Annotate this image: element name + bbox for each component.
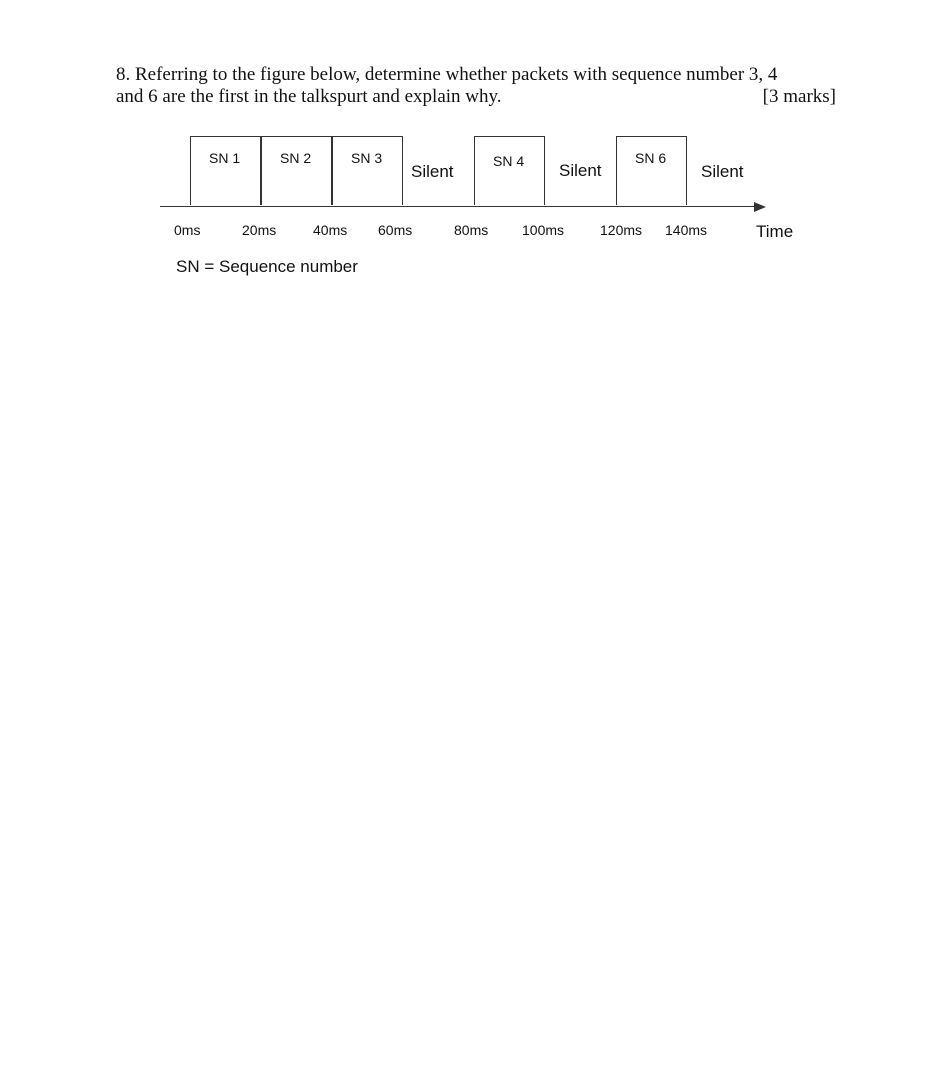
packet-label-sn1: SN 1 bbox=[209, 150, 241, 166]
packet-label-sn4: SN 4 bbox=[493, 153, 525, 169]
time-axis-line bbox=[160, 206, 756, 207]
packet-label-sn2: SN 2 bbox=[280, 150, 312, 166]
packet-box-sn6 bbox=[616, 136, 687, 205]
silent-label-2: Silent bbox=[559, 161, 602, 180]
packet-box-sn4 bbox=[474, 136, 545, 205]
silent-label-1: Silent bbox=[411, 162, 454, 181]
question-marks: [3 marks] bbox=[762, 86, 836, 107]
tick-label-0ms: 0ms bbox=[174, 222, 201, 238]
tick-label-140ms: 140ms bbox=[665, 222, 708, 238]
time-axis-arrow-icon bbox=[754, 202, 766, 212]
packet-label-sn3: SN 3 bbox=[351, 150, 383, 166]
packet-box-sn1 bbox=[190, 136, 261, 205]
packet-box-sn3 bbox=[332, 136, 403, 205]
tick-label-20ms: 20ms bbox=[242, 222, 277, 238]
silent-label-3: Silent bbox=[701, 162, 744, 181]
tick-label-120ms: 120ms bbox=[600, 222, 643, 238]
packet-box-sn2 bbox=[261, 136, 332, 205]
tick-label-100ms: 100ms bbox=[522, 222, 565, 238]
talkspurt-timeline-figure bbox=[0, 0, 951, 300]
axis-label-time: Time bbox=[756, 222, 794, 241]
legend-sn-definition: SN = Sequence number bbox=[176, 257, 358, 276]
tick-label-60ms: 60ms bbox=[378, 222, 413, 238]
packet-label-sn6: SN 6 bbox=[635, 150, 667, 166]
question-line-1: 8. Referring to the figure below, determine whether packets with sequence number 3, 4 bbox=[116, 64, 778, 85]
tick-label-80ms: 80ms bbox=[454, 222, 489, 238]
tick-label-40ms: 40ms bbox=[313, 222, 348, 238]
question-line-2-text: and 6 are the first in the talkspurt and explain why. bbox=[116, 86, 502, 107]
